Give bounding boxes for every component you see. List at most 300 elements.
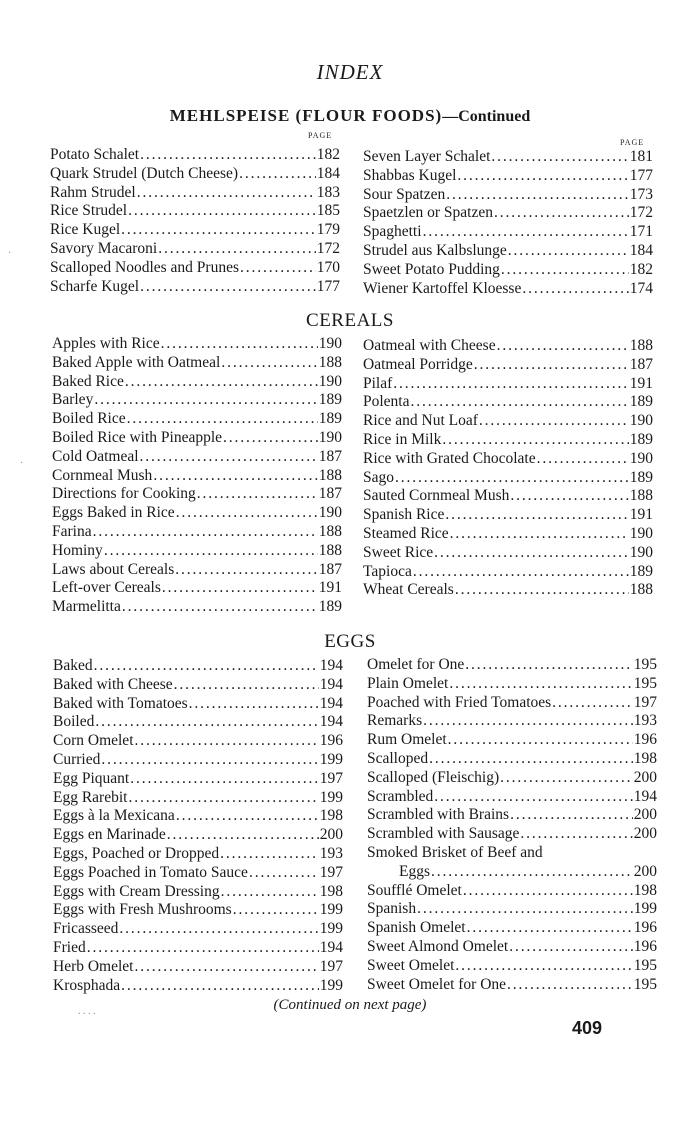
entry-page: 199 [319, 750, 343, 768]
entry-name: Poached with Fried Tomatoes [367, 693, 552, 711]
eggs-left-column [53, 657, 343, 995]
entry-name: Scrambled with Sausage [367, 825, 520, 843]
index-entry [52, 504, 342, 523]
entry-name: Sago [363, 468, 394, 486]
entry-page: 182 [629, 260, 653, 278]
dot-leader [130, 770, 319, 789]
entry-page: 195 [633, 674, 657, 692]
dot-leader [442, 431, 628, 450]
index-entry [50, 221, 340, 240]
entry-page: 196 [633, 937, 657, 955]
entry-page: 199 [319, 901, 343, 919]
entry-name: Plain Omelet [367, 674, 449, 692]
entry-name: Soufflé Omelet [367, 881, 462, 899]
index-entry [53, 732, 343, 751]
entry-page: 191 [629, 506, 653, 524]
entry-page: 191 [318, 579, 342, 597]
entry-name: Rice Strudel [50, 202, 128, 220]
flour-heading-text: MEHLSPEISE (FLOUR FOODS) [169, 106, 443, 125]
entry-name: Baked [53, 657, 93, 674]
dot-leader [221, 883, 319, 902]
entry-page: 194 [319, 694, 343, 712]
entry-page: 200 [319, 826, 343, 844]
entry-page: 179 [316, 221, 340, 239]
index-entry [52, 429, 342, 448]
dot-leader [189, 695, 319, 714]
index-entry [363, 204, 653, 223]
index-entry [363, 186, 653, 205]
index-entry [52, 448, 342, 467]
entry-name: Directions for Cooking [52, 485, 196, 503]
entry-page: 194 [633, 787, 657, 805]
dot-leader [445, 506, 628, 525]
entry-name: Cold Oatmeal [52, 447, 139, 465]
entry-name: Krosphada [53, 976, 121, 994]
entry-page: 196 [633, 919, 657, 937]
entry-name: Eggs Poached in Tomato Sauce [53, 863, 248, 881]
index-entry [367, 825, 657, 844]
index-entry [52, 579, 342, 598]
index-entry [367, 957, 657, 976]
entry-name: Eggs, Poached or Dropped [53, 844, 220, 862]
entry-page: 184 [316, 164, 340, 182]
index-entry [367, 675, 657, 694]
index-entry [50, 202, 340, 221]
entry-name: Spanish Omelet [367, 919, 466, 937]
index-entry [363, 581, 653, 600]
dot-leader [174, 676, 319, 695]
entry-name: Spaghetti [363, 223, 422, 241]
index-entry [52, 542, 342, 561]
entry-name: Scrambled [367, 787, 434, 805]
index-entry [363, 431, 653, 450]
entry-page: 170 [316, 258, 340, 276]
dot-leader [434, 788, 632, 807]
entry-page: 187 [629, 355, 653, 373]
entry-page: 184 [629, 241, 653, 259]
entry-page: 177 [316, 277, 340, 295]
entry-page: 181 [629, 148, 653, 165]
entry-page: 190 [318, 335, 342, 352]
entry-name: Corn Omelet [53, 732, 134, 750]
dot-leader [175, 561, 318, 580]
entry-name: Baked Rice [52, 372, 124, 390]
dot-leader [125, 373, 318, 392]
index-entry [53, 826, 343, 845]
entry-page: 194 [319, 657, 343, 674]
entry-page: 190 [629, 412, 653, 430]
entry-name: Wheat Cereals [363, 581, 454, 599]
dot-leader [501, 261, 629, 280]
entry-name: Wiener Kartoffel Kloesse [363, 279, 522, 297]
index-entry [53, 751, 343, 770]
dot-leader [467, 919, 633, 938]
entry-page: 190 [318, 372, 342, 390]
entry-name: Laws about Cereals [52, 560, 175, 578]
entry-page: 197 [633, 693, 657, 711]
dot-leader [95, 713, 318, 732]
entry-page: 198 [633, 881, 657, 899]
eggs-section-heading: EGGS [324, 631, 376, 652]
entry-page: 189 [318, 391, 342, 409]
index-entry [53, 939, 343, 958]
dot-leader [508, 242, 629, 261]
dot-leader [446, 186, 629, 205]
dot-leader [140, 146, 316, 165]
index-entry [363, 412, 653, 431]
index-entry [363, 563, 653, 582]
entry-page: 188 [318, 466, 342, 484]
entry-page: 188 [629, 337, 653, 354]
dot-leader [128, 789, 318, 808]
dot-leader [465, 656, 632, 675]
dot-leader [393, 375, 628, 394]
entry-name: Sweet Rice [363, 543, 434, 561]
entry-page: 197 [319, 957, 343, 975]
continued-label: —Continued [442, 108, 531, 125]
index-entry [367, 656, 657, 675]
entry-page: 194 [319, 713, 343, 731]
dot-leader [167, 826, 319, 845]
dot-leader [423, 223, 629, 242]
dot-leader [450, 525, 629, 544]
entry-name: Eggs [399, 862, 430, 880]
entry-page: 193 [633, 712, 657, 730]
entry-name: Rice with Grated Chocolate [363, 449, 536, 467]
index-entry [363, 223, 653, 242]
dot-leader [474, 356, 629, 375]
entry-name: Strudel aus Kalbslunge [363, 241, 507, 259]
entry-name: Eggs with Fresh Mushrooms [53, 901, 232, 919]
dot-leader [463, 882, 633, 901]
dot-leader [479, 412, 629, 431]
entry-name: Left-over Cereals [52, 579, 161, 597]
entry-page: 173 [629, 185, 653, 203]
dot-leader [128, 202, 316, 221]
dot-leader [140, 278, 316, 297]
index-entry [367, 900, 657, 919]
entry-page: 189 [629, 393, 653, 411]
margin-speck: . . . . [78, 1006, 96, 1017]
dot-leader [158, 240, 316, 259]
entry-name: Egg Piquant [53, 769, 130, 787]
dot-leader [197, 485, 318, 504]
entry-name: Rice in Milk [363, 430, 442, 448]
margin-speck: · [20, 458, 24, 469]
dot-leader [93, 523, 318, 542]
dot-leader [220, 845, 319, 864]
dot-leader [240, 259, 316, 278]
entry-page: 188 [318, 522, 342, 540]
entry-page: 198 [319, 807, 343, 825]
page-title: INDEX [316, 60, 384, 84]
entry-page: 195 [633, 975, 657, 993]
dot-leader [522, 280, 628, 299]
dot-leader [537, 450, 629, 469]
entry-page: 198 [319, 882, 343, 900]
dot-leader [552, 694, 633, 713]
entry-name: Sweet Omelet [367, 956, 455, 974]
dot-leader [101, 751, 318, 770]
index-entry [53, 864, 343, 883]
dot-leader [140, 448, 318, 467]
entry-name: Smoked Brisket of Beef and [367, 843, 543, 861]
entry-name: Eggs en Marinade [53, 826, 166, 844]
entry-page: 200 [633, 862, 657, 880]
dot-leader [176, 807, 319, 826]
margin-speck: · [8, 248, 12, 259]
entry-name: Sauted Cornmeal Mush [363, 487, 510, 505]
dot-leader [449, 675, 632, 694]
index-entry [52, 523, 342, 542]
entry-name: Rum Omelet [367, 731, 447, 749]
entry-page: 183 [316, 183, 340, 201]
entry-name: Boiled Rice [52, 410, 126, 428]
entry-page: 199 [319, 920, 343, 938]
entry-page: 189 [629, 562, 653, 580]
dot-leader [233, 901, 319, 920]
entry-page: 190 [629, 543, 653, 561]
index-entry [50, 165, 340, 184]
entry-name: Herb Omelet [53, 957, 134, 975]
index-entry [52, 467, 342, 486]
entry-page: 194 [319, 675, 343, 693]
entry-page: 188 [318, 541, 342, 559]
page-column-label-right: PAGE [620, 138, 645, 147]
index-entry [363, 167, 653, 186]
continued-note: (Continued on next page) [273, 997, 427, 1013]
dot-leader [510, 806, 633, 825]
entry-page: 182 [316, 146, 340, 163]
dot-leader [510, 487, 628, 506]
index-entry [52, 335, 342, 354]
index-entry [52, 373, 342, 392]
entry-name: Scalloped (Fleischig) [367, 768, 500, 786]
entry-page: 185 [316, 202, 340, 220]
index-entry [367, 882, 657, 901]
entry-name: Scharfe Kugel [50, 277, 140, 295]
index-entry [367, 976, 657, 995]
entry-page: 189 [629, 430, 653, 448]
dot-leader [413, 563, 629, 582]
index-entry [363, 506, 653, 525]
entry-page: 190 [629, 449, 653, 467]
index-entry [53, 901, 343, 920]
dot-leader [455, 957, 632, 976]
entry-name: Spanish Rice [363, 506, 445, 524]
dot-leader [121, 221, 316, 240]
entry-name: Spaetzlen or Spatzen [363, 204, 493, 222]
index-entry [50, 278, 340, 297]
entry-name: Omelet for One [367, 656, 465, 673]
entry-name: Pilaf [363, 374, 393, 392]
dot-leader [134, 958, 318, 977]
index-entry [363, 280, 653, 299]
entry-name: Marmelitta [52, 598, 121, 616]
index-entry [363, 544, 653, 563]
dot-leader [507, 976, 633, 995]
index-entry [50, 259, 340, 278]
index-entry [367, 769, 657, 788]
entry-name: Hominy [52, 541, 103, 559]
entry-name: Eggs à la Mexicana [53, 807, 175, 825]
entry-name: Eggs Baked in Rice [52, 504, 175, 522]
dot-leader [223, 429, 318, 448]
entry-page: 187 [318, 447, 342, 465]
entry-name: Cornmeal Mush [52, 466, 153, 484]
dot-leader [500, 769, 633, 788]
index-entry [363, 375, 653, 394]
entry-page: 188 [629, 581, 653, 599]
index-entry [363, 525, 653, 544]
entry-name: Boiled Rice with Pineapple [52, 428, 223, 446]
index-entry [50, 184, 340, 203]
entry-name: Rice Kugel [50, 221, 121, 239]
entry-name: Baked Apple with Oatmeal [52, 353, 221, 371]
entry-name: Farina [52, 522, 92, 540]
cereals-left-column [52, 335, 342, 617]
index-entry [53, 807, 343, 826]
eggs-right-column [367, 656, 657, 994]
index-entry [53, 713, 343, 732]
entry-name: Shabbas Kugel [363, 166, 457, 184]
dot-leader [497, 337, 629, 356]
dot-leader [94, 657, 319, 676]
dot-leader [127, 410, 318, 429]
entry-page: 189 [318, 410, 342, 428]
index-entry [53, 883, 343, 902]
index-entry [367, 694, 657, 713]
dot-leader [221, 354, 317, 373]
dot-leader [491, 148, 628, 167]
page-column-label-left: PAGE [308, 131, 333, 140]
entry-page: 198 [633, 749, 657, 767]
index-entry [53, 770, 343, 789]
entry-page: 194 [319, 938, 343, 956]
entry-name: Rice and Nut Loaf [363, 412, 478, 430]
entry-page: 190 [318, 428, 342, 446]
entry-name: Rahm Strudel [50, 183, 136, 201]
dot-leader [434, 544, 629, 563]
index-entry [52, 354, 342, 373]
dot-leader [520, 825, 632, 844]
entry-name: Egg Rarebit [53, 788, 128, 806]
index-entry [53, 657, 343, 676]
entry-name: Barley [52, 391, 94, 409]
entry-page: 174 [629, 279, 653, 297]
index-entry [53, 920, 343, 939]
entry-name: Scalloped Noodles and Prunes [50, 258, 239, 276]
entry-name: Potato Schalet [50, 146, 140, 163]
entry-name: Baked with Tomatoes [53, 694, 188, 712]
index-entry [53, 845, 343, 864]
entry-page: 188 [318, 353, 342, 371]
index-entry [363, 148, 653, 167]
dot-leader [119, 920, 318, 939]
dot-leader [431, 863, 633, 882]
entry-name: Boiled [53, 713, 95, 731]
dot-leader [494, 204, 629, 223]
entry-page: 190 [629, 524, 653, 542]
entry-name: Baked with Cheese [53, 675, 173, 693]
index-entry [53, 676, 343, 695]
dot-leader [104, 542, 318, 561]
index-entry [53, 977, 343, 996]
entry-name: Oatmeal Porridge [363, 355, 473, 373]
entry-page: 196 [633, 731, 657, 749]
entry-name: Fried [53, 938, 86, 956]
cereals-right-column [363, 337, 653, 600]
index-entry [367, 788, 657, 807]
entry-name: Oatmeal with Cheese [363, 337, 496, 354]
dot-leader [161, 335, 318, 354]
entry-page: 187 [318, 560, 342, 578]
entry-page: 197 [319, 769, 343, 787]
index-entry [367, 750, 657, 769]
entry-name: Spanish [367, 900, 417, 918]
dot-leader [94, 391, 317, 410]
dot-leader [429, 750, 633, 769]
entry-page: 200 [633, 806, 657, 824]
index-entry [367, 919, 657, 938]
entry-page: 172 [629, 204, 653, 222]
index-entry [367, 844, 657, 863]
entry-page: 190 [318, 504, 342, 522]
entry-page: 199 [319, 976, 343, 994]
entry-name: Scrambled with Brains [367, 806, 510, 824]
entry-page: 197 [319, 863, 343, 881]
entry-page: 177 [629, 166, 653, 184]
index-entry [363, 469, 653, 488]
entry-page: 199 [633, 900, 657, 918]
dot-leader [122, 598, 318, 617]
dot-leader [455, 581, 629, 600]
dot-leader [423, 712, 633, 731]
index-entry [367, 712, 657, 731]
entry-page: 189 [318, 598, 342, 616]
index-entry [363, 261, 653, 280]
entry-page: 196 [319, 732, 343, 750]
dot-leader [87, 939, 319, 958]
flour-left-column [50, 146, 340, 296]
dot-leader [153, 467, 317, 486]
cereals-section-heading: CEREALS [306, 310, 394, 331]
entry-page: 195 [633, 656, 657, 673]
entry-name: Savory Macaroni [50, 239, 158, 257]
entry-name: Seven Layer Schalet [363, 148, 491, 165]
entry-name: Sweet Potato Pudding [363, 260, 500, 278]
dot-leader [411, 393, 629, 412]
index-entry [50, 146, 340, 165]
dot-leader [395, 469, 629, 488]
dot-leader [121, 977, 319, 996]
dot-leader [239, 165, 316, 184]
flour-right-column [363, 148, 653, 298]
entry-page: 188 [629, 487, 653, 505]
entry-name: Eggs with Cream Dressing [53, 882, 220, 900]
entry-name: Polenta [363, 393, 410, 411]
entry-name: Sweet Almond Omelet [367, 937, 509, 955]
index-entry [52, 391, 342, 410]
entry-page: 187 [318, 485, 342, 503]
entry-name: Sweet Omelet for One [367, 975, 507, 993]
flour-section-heading [0, 106, 700, 126]
entry-name: Scalloped [367, 749, 429, 767]
dot-leader [417, 900, 633, 919]
index-entry [52, 561, 342, 580]
entry-name: Quark Strudel (Dutch Cheese) [50, 164, 239, 182]
dot-leader [162, 579, 318, 598]
